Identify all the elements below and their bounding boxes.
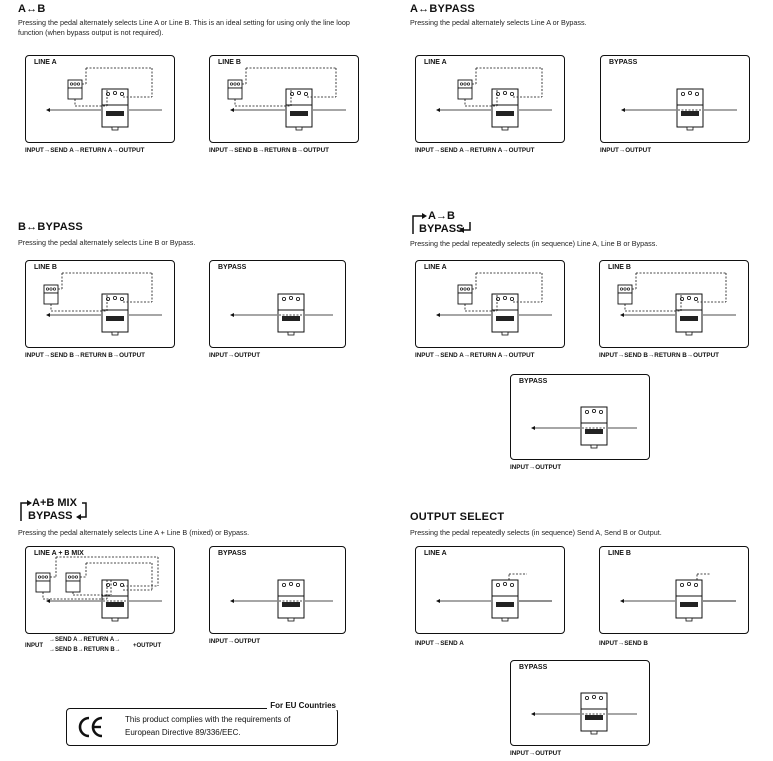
routing-diagram	[210, 56, 360, 144]
pedal-foot	[591, 731, 597, 734]
pedal-badge	[496, 602, 514, 607]
diagram-panel	[209, 546, 346, 634]
arrow-left-icon	[46, 313, 50, 317]
cycle-title-bottom: BYPASS	[419, 223, 464, 235]
mix-caption-line1: →SEND A→RETURN A→	[49, 637, 121, 643]
arrow-left-icon	[620, 599, 624, 603]
ce-notice-line1: This product complies with the requirements of	[125, 715, 291, 724]
section-title-b-bypass: B↔BYPASS	[18, 221, 83, 233]
pedal-foot	[502, 332, 508, 335]
section-title-ab: A↔B	[18, 3, 46, 15]
panel-caption: INPUT→OUTPUT	[209, 352, 261, 359]
ce-mark-icon	[77, 714, 105, 740]
diagram-panel	[25, 546, 175, 634]
routing-diagram	[210, 547, 347, 635]
panel-label: LINE A + B MIX	[34, 550, 84, 557]
pedal-badge	[282, 602, 300, 607]
effect-pedal-body	[36, 581, 50, 592]
section-description-abbypass: Pressing the pedal repeatedly selects (in sequence) Line A, Line B or Bypass.	[410, 239, 658, 248]
section-description-b-bypass: Pressing the pedal alternately selects Line B or Bypass.	[18, 238, 196, 247]
ce-notice	[66, 701, 338, 746]
routing-diagram	[26, 547, 176, 635]
pedal-badge	[290, 111, 308, 116]
pedal-foot	[687, 127, 693, 130]
panel-label: LINE B	[608, 264, 631, 271]
pedal-foot	[591, 445, 597, 448]
panel-label: LINE A	[424, 550, 447, 557]
panel-label: LINE A	[424, 59, 447, 66]
diagram-panel	[599, 260, 749, 348]
effect-pedal-body	[228, 88, 242, 99]
pedal-badge	[496, 111, 514, 116]
panel-caption: INPUT→SEND A→RETURN A→OUTPUT	[25, 147, 145, 154]
section-description-output-select: Pressing the pedal repeatedly selects (in sequence) Send A, Send B or Output.	[410, 528, 662, 537]
pedal-icon	[102, 294, 128, 335]
pedal-icon	[581, 407, 607, 448]
routing-diagram	[26, 261, 176, 349]
arrow-left-icon	[230, 108, 234, 112]
pedal-badge	[681, 111, 699, 116]
routing-diagram	[416, 547, 566, 635]
pedal-icon	[278, 294, 304, 335]
section-description-a-bypass: Pressing the pedal alternately selects Line A or Bypass.	[410, 18, 587, 27]
pedal-foot	[686, 332, 692, 335]
ce-notice-title: For EU Countries	[267, 701, 339, 710]
diagram-panel	[209, 55, 359, 143]
routing-diagram	[210, 261, 347, 349]
panel-label: LINE A	[34, 59, 57, 66]
panel-caption: INPUT→OUTPUT	[510, 750, 562, 757]
routing-diagram	[511, 661, 651, 747]
cycle-title-top: A+B MIX	[32, 497, 77, 509]
effect-pedal-body	[458, 293, 472, 304]
section-description-mix: Pressing the pedal alternately selects Line A + Line B (mixed) or Bypass.	[18, 528, 250, 537]
effect-pedal-icon	[66, 573, 80, 592]
diagram-panel	[415, 546, 565, 634]
effect-pedal-body	[44, 293, 58, 304]
diagram-panel	[599, 546, 749, 634]
arrow-left-icon	[46, 599, 50, 603]
section-title-output-select: OUTPUT SELECT	[410, 511, 505, 523]
arrow-left-icon	[436, 108, 440, 112]
pedal-badge	[680, 316, 698, 321]
pedal-icon	[676, 580, 702, 621]
pedal-icon	[677, 89, 703, 130]
pedal-badge	[106, 316, 124, 321]
panel-label: LINE B	[34, 264, 57, 271]
section-description-ab: Pressing the pedal alternately selects Line A or Line B. This is an ideal setting for using only the line loop function (when bypass output is not required).	[18, 18, 350, 37]
routing-diagram	[511, 375, 651, 461]
pedal-icon	[492, 580, 518, 621]
routing-diagram	[601, 56, 751, 144]
diagram-panel	[510, 374, 650, 460]
pedal-badge	[680, 602, 698, 607]
pedal-foot	[112, 127, 118, 130]
panel-label: BYPASS	[218, 264, 247, 271]
arrow-left-icon	[46, 108, 50, 112]
panel-label: BYPASS	[609, 59, 638, 66]
arrow-left-icon	[436, 599, 440, 603]
pedal-icon	[286, 89, 312, 130]
effect-pedal-icon	[68, 80, 82, 99]
effect-pedal-body	[618, 293, 632, 304]
arrow-left-icon	[436, 313, 440, 317]
effect-pedal-icon	[228, 80, 242, 99]
arrow-left-icon	[230, 313, 234, 317]
pedal-icon	[102, 89, 128, 130]
diagram-panel	[25, 55, 175, 143]
arrow-left-icon	[230, 599, 234, 603]
effect-pedal-body	[66, 581, 80, 592]
panel-caption: INPUT→SEND B→RETURN B→OUTPUT	[209, 147, 329, 154]
pedal-badge	[585, 715, 603, 720]
pedal-foot	[112, 332, 118, 335]
pedal-foot	[296, 127, 302, 130]
pedal-foot	[686, 618, 692, 621]
panel-caption: INPUT→SEND A	[415, 640, 464, 647]
diagram-panel	[415, 55, 565, 143]
effect-pedal-icon	[618, 285, 632, 304]
arrow-left-icon	[531, 426, 535, 430]
ce-notice-line2: European Directive 89/336/EEC.	[125, 728, 241, 737]
panel-caption: INPUT→SEND B→RETURN B→OUTPUT	[599, 352, 719, 359]
mix-caption-output: +OUTPUT	[133, 643, 162, 649]
pedal-badge	[282, 316, 300, 321]
panel-caption: INPUT→OUTPUT	[600, 147, 652, 154]
pedal-foot	[502, 618, 508, 621]
effect-pedal-icon	[458, 80, 472, 99]
cycle-title-bottom: BYPASS	[28, 510, 73, 522]
pedal-icon	[492, 294, 518, 335]
panel-label: LINE B	[218, 59, 241, 66]
pedal-badge	[106, 602, 124, 607]
panel-caption: INPUT→SEND A→RETURN A→OUTPUT	[415, 352, 535, 359]
pedal-badge	[106, 111, 124, 116]
panel-caption: INPUT→SEND B→RETURN B→OUTPUT	[25, 352, 145, 359]
diagram-panel	[600, 55, 750, 143]
routing-diagram	[600, 547, 750, 635]
mix-caption-input: INPUT	[25, 643, 43, 649]
diagram-panel	[510, 660, 650, 746]
diagram-panel	[415, 260, 565, 348]
arrow-left-icon	[620, 313, 624, 317]
pedal-badge	[585, 429, 603, 434]
panel-label: LINE B	[608, 550, 631, 557]
mix-caption-line2: →SEND B→RETURN B→	[49, 647, 121, 653]
panel-caption: INPUT→OUTPUT	[209, 638, 261, 645]
pedal-icon	[492, 89, 518, 130]
pedal-foot	[502, 127, 508, 130]
section-title-a-bypass: A↔BYPASS	[410, 3, 475, 15]
effect-pedal-icon	[458, 285, 472, 304]
arrow-left-icon	[531, 712, 535, 716]
panel-label: BYPASS	[519, 378, 548, 385]
pedal-badge	[496, 316, 514, 321]
diagram-panel	[209, 260, 346, 348]
pedal-icon	[278, 580, 304, 621]
pedal-foot	[288, 332, 294, 335]
panel-caption: INPUT→OUTPUT	[510, 464, 562, 471]
pedal-icon	[581, 693, 607, 734]
panel-label: LINE A	[424, 264, 447, 271]
pedal-icon	[676, 294, 702, 335]
arrow-left-icon	[621, 108, 625, 112]
effect-pedal-icon	[44, 285, 58, 304]
pedal-foot	[288, 618, 294, 621]
routing-diagram	[416, 56, 566, 144]
effect-pedal-body	[68, 88, 82, 99]
pedal-foot	[112, 618, 118, 621]
panel-caption: INPUT→SEND B	[599, 640, 648, 647]
routing-diagram	[600, 261, 750, 349]
effect-pedal-icon	[36, 573, 50, 592]
panel-caption: INPUT→SEND A→RETURN A→OUTPUT	[415, 147, 535, 154]
routing-diagram	[26, 56, 176, 144]
routing-diagram	[416, 261, 566, 349]
panel-label: BYPASS	[519, 664, 548, 671]
cycle-title-top: A→B	[428, 210, 455, 222]
diagram-panel	[25, 260, 175, 348]
panel-label: BYPASS	[218, 550, 247, 557]
effect-pedal-body	[458, 88, 472, 99]
